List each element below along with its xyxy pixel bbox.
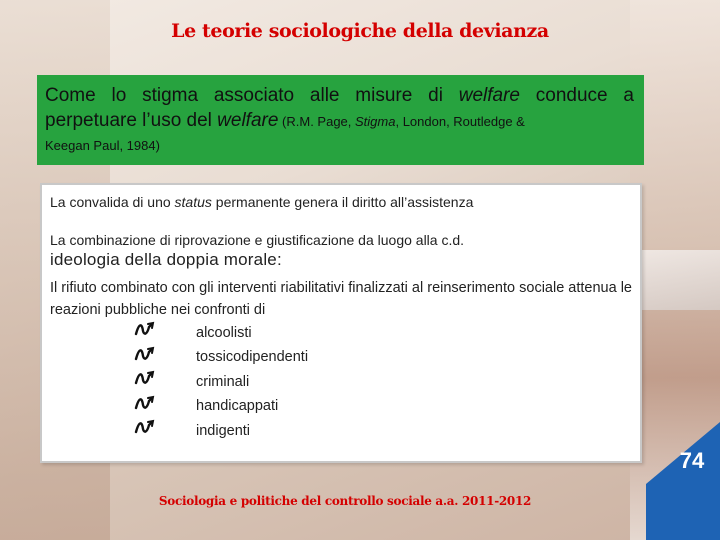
footer-text: Sociologia e politiche del controllo sociale a.a. 2011-2012 [158,494,532,508]
reference-part: (R.M. Page, [278,114,355,129]
list-item [50,370,632,395]
paragraph-part: La convalida di uno [50,194,175,210]
highlight-text-part: conduce a perpetuare l’uso del [45,85,634,131]
list-item [50,419,632,444]
list-item [50,395,632,420]
squiggle-arrow-icon [134,321,156,346]
paragraph-ideology: ideologia della doppia morale: [50,250,282,269]
paragraph-part: permanente genera il diritto all’assistenza [211,194,474,210]
squiggle-arrow-icon [134,419,156,444]
squiggle-arrow-icon [134,346,156,371]
list-item-label: tossicodipendenti [196,349,309,365]
page-number: 74 [679,448,705,473]
reference-italic: Stigma [355,114,396,129]
highlight-text-italic: welfare [217,110,279,131]
highlight-text-part: Come lo stigma associato alle misure di [45,85,459,106]
list-item-label: indigenti [196,422,251,439]
paragraph-italic: status [174,194,212,210]
reference-citation-line2: Keegan Paul, 1984) [45,138,160,153]
list-item-label: alcoolisti [196,324,252,341]
list-item [50,321,632,346]
highlight-text-italic: welfare [458,85,520,106]
slide-title: Le teorie sociologiche della devianza [171,20,549,42]
content-box [40,183,642,463]
list-item-label: criminali [196,373,250,390]
list-item-label: handicappati [196,398,279,414]
reference-citation [278,114,524,129]
list-item [50,346,632,371]
paragraph-rejection: Il rifiuto combinato con gli interventi riabilitativi finalizzati al reinserimento sociale attenua le reazioni pubbliche nei confronti di [50,280,632,318]
reference-part: , London, Routledge & [395,114,525,129]
highlight-text [45,83,634,134]
highlight-box [37,75,644,165]
paragraph-combination: La combinazione di riprovazione e giustificazione da luogo alla c.d. [50,232,465,248]
squiggle-arrow-icon [134,370,156,395]
squiggle-arrow-icon [134,395,156,420]
paragraph-status [50,193,632,211]
groups-list [50,321,632,444]
